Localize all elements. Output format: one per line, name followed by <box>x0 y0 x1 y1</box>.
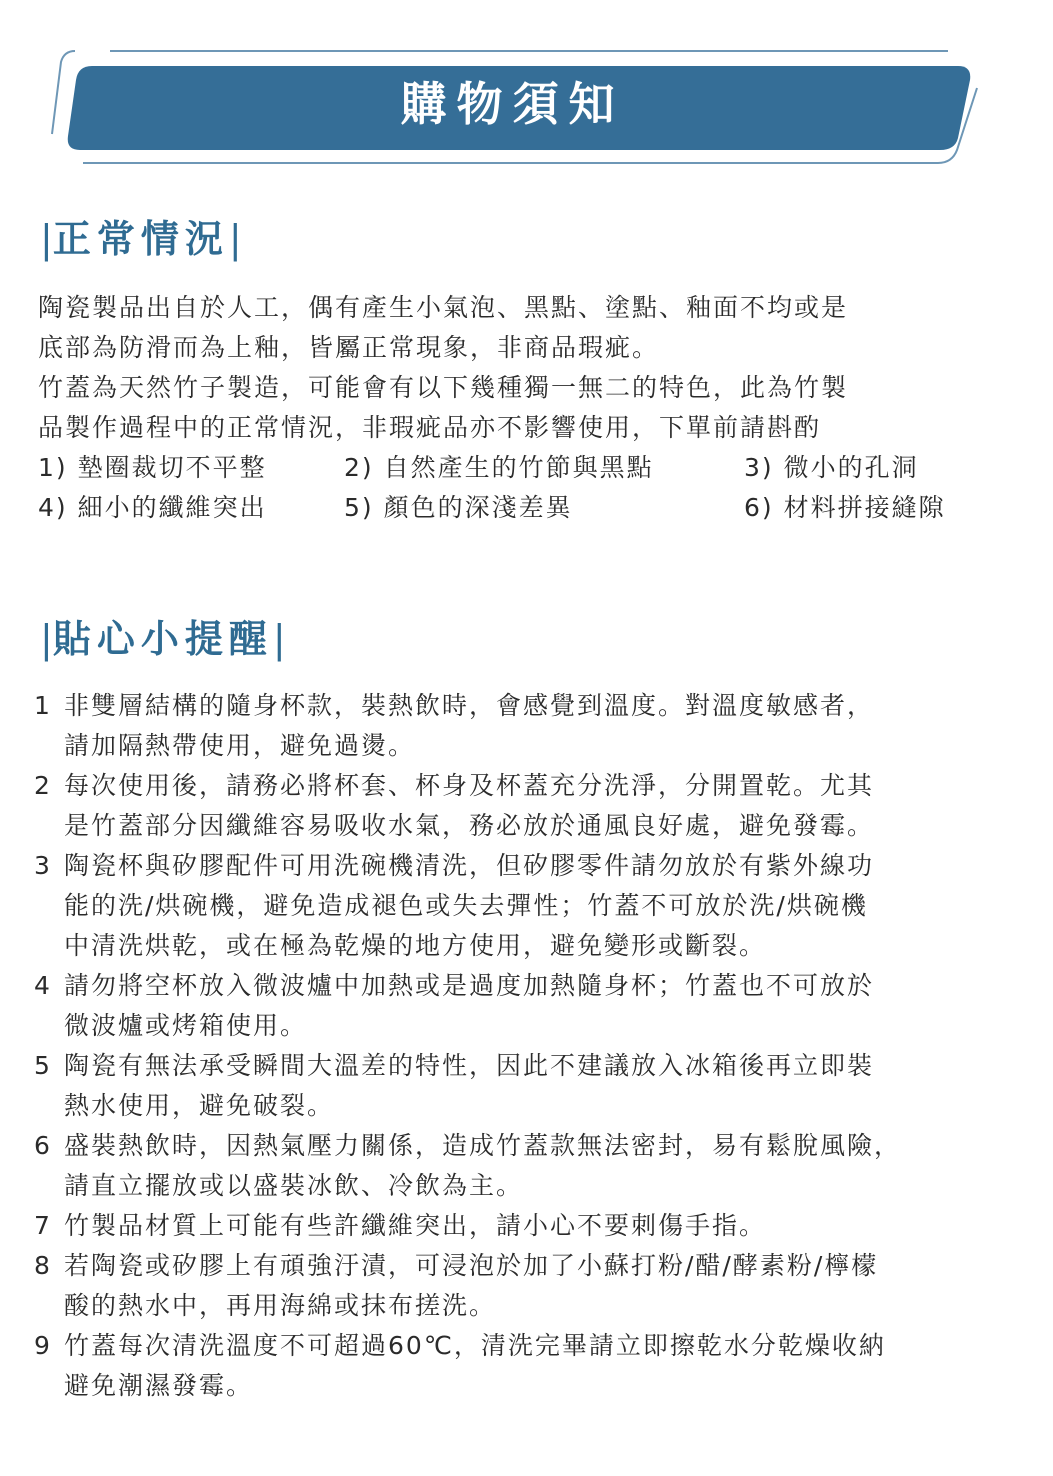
item-line: 陶瓷有無法承受瞬間大溫差的特性，因此不建議放入冰箱後再立即裝 <box>64 1051 875 1080</box>
paragraph-line: 竹蓋為天然竹子製造，可能會有以下幾種獨一無二的特色，此為竹製 <box>38 373 849 402</box>
feature-item: 4) 細小的纖維突出 <box>38 493 267 522</box>
item-text <box>64 846 874 966</box>
item-line: 熱水使用，避免破裂。 <box>64 1091 335 1120</box>
feature-item: 1) 墊圈裁切不平整 <box>38 453 267 482</box>
item-number: 9 <box>34 1331 50 1360</box>
paragraph-line: 底部為防滑而為上釉，皆屬正常現象，非商品瑕疵。 <box>38 333 660 362</box>
bracket-left: | <box>40 617 53 661</box>
item-text <box>64 1206 766 1246</box>
item-number: 2 <box>34 771 50 800</box>
page-title: 購物須知 <box>400 77 625 131</box>
item-line: 請勿將空杯放入微波爐中加熱或是過度加熱隨身杯；竹蓋也不可放於 <box>64 971 875 1000</box>
list-item <box>34 1326 1034 1406</box>
item-line: 請加隔熱帶使用，避免過燙。 <box>64 731 416 760</box>
feature-item: 6) 材料拼接縫隙 <box>744 493 946 522</box>
normal-section <box>38 288 1028 528</box>
paragraph-line: 陶瓷製品出自於人工，偶有產生小氣泡、黑點、塗點、釉面不均或是 <box>38 293 849 322</box>
item-number: 1 <box>34 691 50 720</box>
feature-row <box>38 448 1028 488</box>
paragraph-line: 品製作過程中的正常情況，非瑕疵品亦不影響使用，下單前請斟酌 <box>38 413 822 442</box>
item-number: 6 <box>34 1131 50 1160</box>
item-line: 請直立擺放或以盛裝冰飲、冷飲為主。 <box>64 1171 524 1200</box>
item-number: 3 <box>34 851 50 880</box>
item-text <box>64 686 874 766</box>
item-line: 每次使用後，請務必將杯套、杯身及杯蓋充分洗淨，分開置乾。尤其 <box>64 771 875 800</box>
item-line: 微波爐或烤箱使用。 <box>64 1011 308 1040</box>
item-line: 非雙層結構的隨身杯款，裝熱飲時，會感覺到溫度。對溫度敏感者， <box>64 691 875 720</box>
header-banner <box>0 0 1053 180</box>
item-text <box>64 766 874 846</box>
item-line: 盛裝熱飲時，因熱氣壓力關係，造成竹蓋款無法密封，易有鬆脫風險， <box>64 1131 902 1160</box>
item-number: 7 <box>34 1211 50 1240</box>
item-line: 中清洗烘乾，或在極為乾燥的地方使用，避免變形或斷裂。 <box>64 931 767 960</box>
section-title-tips: 貼心小提醒 <box>52 617 273 661</box>
section-header-tips <box>40 614 286 664</box>
section-title-normal: 正常情況 <box>52 217 229 261</box>
item-text <box>64 1126 901 1206</box>
item-number: 8 <box>34 1251 50 1280</box>
list-item <box>34 1126 1034 1206</box>
item-number: 4 <box>34 971 50 1000</box>
section-header-normal <box>40 214 242 264</box>
item-line: 竹製品材質上可能有些許纖維突出，請小心不要刺傷手指。 <box>64 1211 767 1240</box>
item-line: 能的洗/烘碗機，避免造成褪色或失去彈性；竹蓋不可放於洗/烘碗機 <box>64 891 868 920</box>
item-line: 竹蓋每次清洗溫度不可超過60℃，清洗完畢請立即擦乾水分乾燥收納 <box>64 1331 886 1360</box>
list-item <box>34 1206 1034 1246</box>
bracket-right: | <box>272 617 286 661</box>
item-number: 5 <box>34 1051 50 1080</box>
feature-item: 3) 微小的孔洞 <box>744 453 919 482</box>
item-line: 陶瓷杯與矽膠配件可用洗碗機清洗，但矽膠零件請勿放於有紫外線功 <box>64 851 875 880</box>
list-item <box>34 1246 1034 1326</box>
list-item <box>34 846 1034 966</box>
feature-item: 2) 自然產生的竹節與黑點 <box>344 453 654 482</box>
list-item <box>34 766 1034 846</box>
list-item <box>34 966 1034 1046</box>
item-text <box>64 1046 874 1126</box>
list-item <box>34 1046 1034 1126</box>
item-line: 避免潮濕發霉。 <box>64 1371 254 1400</box>
item-line: 酸的熱水中，再用海綿或抹布搓洗。 <box>64 1291 497 1320</box>
bracket-right: | <box>228 217 242 261</box>
item-text <box>64 1326 886 1406</box>
bracket-left: | <box>40 217 53 261</box>
item-line: 若陶瓷或矽膠上有頑強汙漬，可浸泡於加了小蘇打粉/醋/酵素粉/檸檬 <box>64 1251 879 1280</box>
feature-row <box>38 488 1028 528</box>
tips-list <box>34 686 1034 1406</box>
item-line: 是竹蓋部分因纖維容易吸收水氣，務必放於通風良好處，避免發霉。 <box>64 811 875 840</box>
feature-item: 5) 顏色的深淺差異 <box>344 493 573 522</box>
list-item <box>34 686 1034 766</box>
item-text <box>64 966 874 1046</box>
item-text <box>64 1246 878 1326</box>
